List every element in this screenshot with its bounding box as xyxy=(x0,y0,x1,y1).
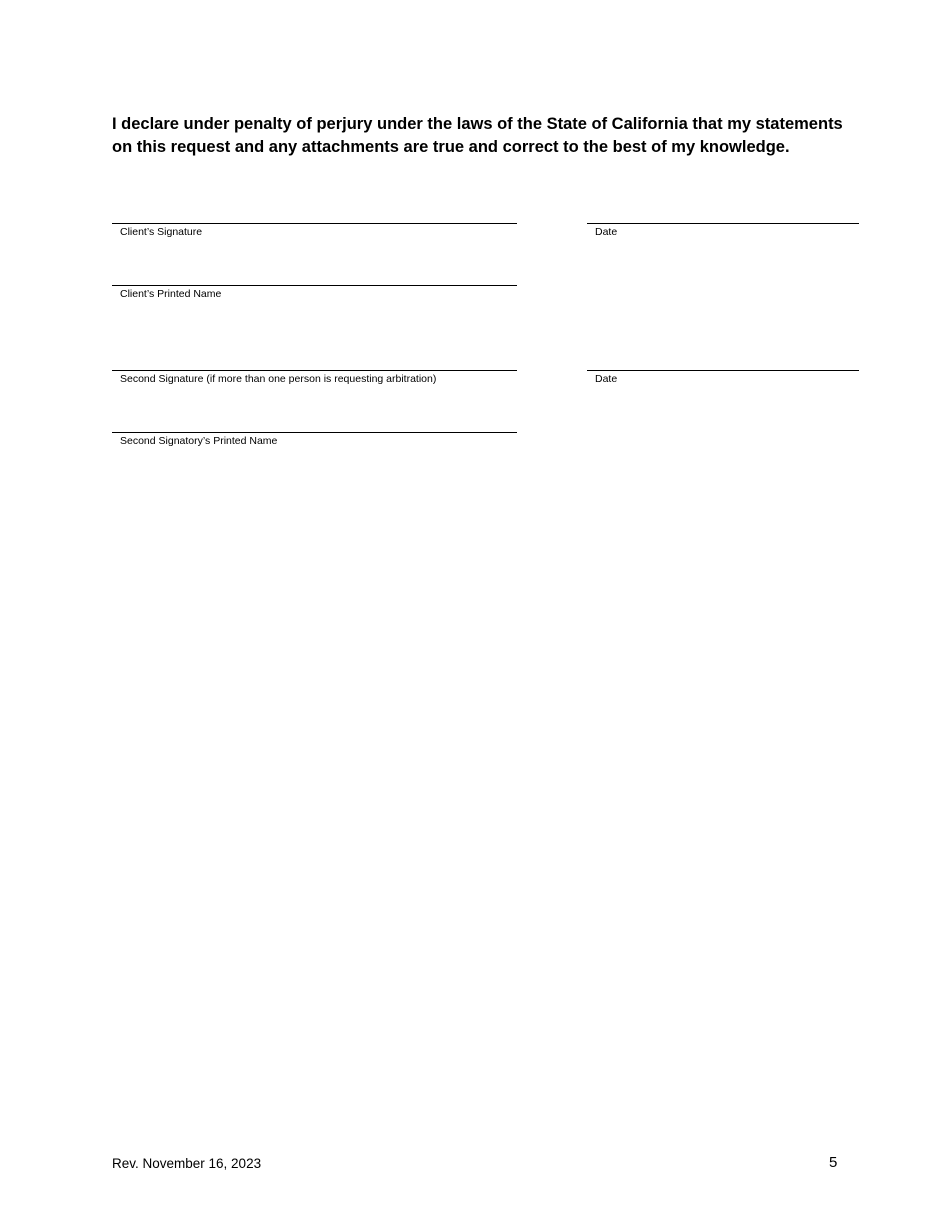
second-date-label: Date xyxy=(595,373,618,385)
second-signature-label: Second Signature (if more than one person is requesting arbitration) xyxy=(120,373,437,385)
client-printed-name-field[interactable] xyxy=(112,285,517,301)
revision-date: Rev. November 16, 2023 xyxy=(112,1156,262,1171)
second-printed-name-field[interactable] xyxy=(112,432,517,448)
client-date-label: Date xyxy=(595,226,618,238)
client-date-field[interactable] xyxy=(587,223,859,239)
second-signature-field[interactable] xyxy=(112,370,517,386)
client-signature-label: Client’s Signature xyxy=(120,226,203,238)
declaration-line-2: on this request and any attachments are true and correct to the best of my knowledge. xyxy=(112,138,790,156)
client-printed-name-label: Client’s Printed Name xyxy=(120,288,222,300)
second-date-field[interactable] xyxy=(587,370,859,386)
page-number: 5 xyxy=(829,1154,838,1171)
declaration-line-1: I declare under penalty of perjury under the laws of the State of California that my statements xyxy=(112,115,843,133)
second-printed-name-label: Second Signatory’s Printed Name xyxy=(120,435,278,447)
perjury-declaration xyxy=(112,113,872,159)
client-signature-field[interactable] xyxy=(112,223,517,239)
